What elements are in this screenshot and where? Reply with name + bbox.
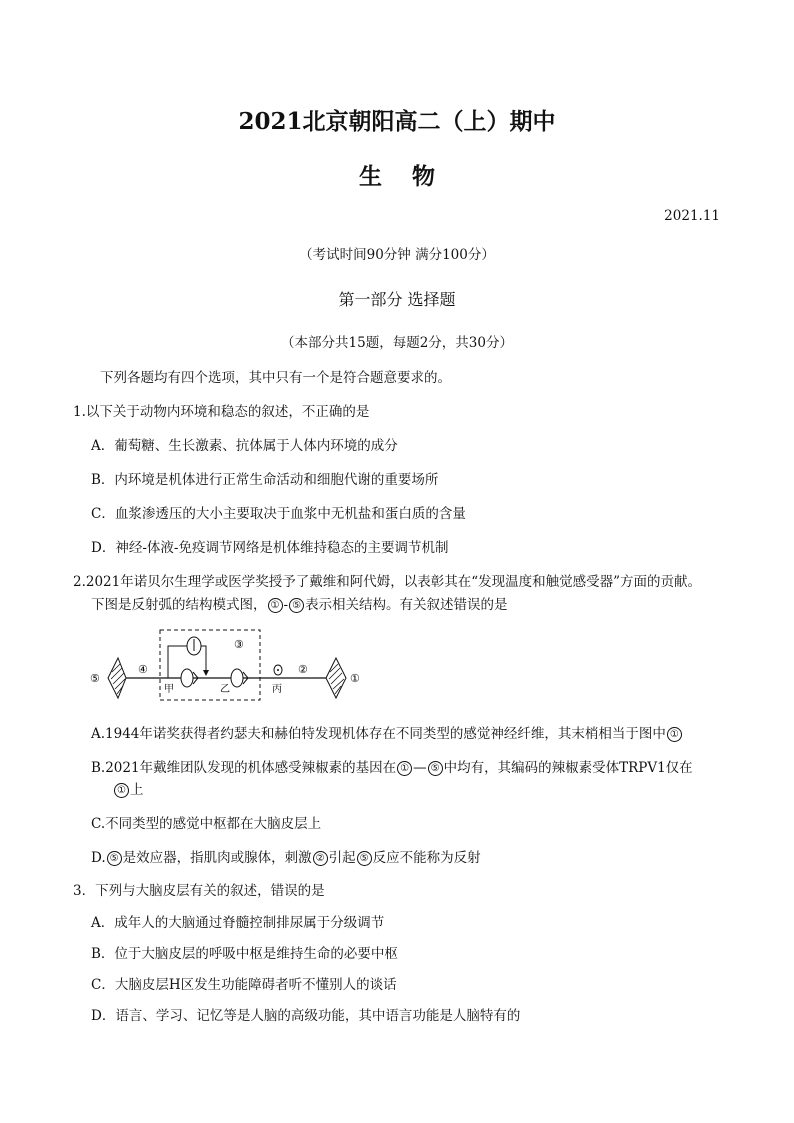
- interneuron-path-right: [200, 646, 206, 672]
- cell-body-yi: [231, 669, 243, 687]
- circled-mark: ⑤: [357, 851, 372, 866]
- label-4: ④: [138, 663, 148, 676]
- circled-mark: ②: [313, 851, 328, 866]
- exam-title: 2021北京朝阳高二（上）期中: [238, 108, 556, 135]
- exam-info: （考试时间90分钟 满分100分）: [299, 247, 495, 263]
- q2-option-b-text-1: B.2021年戴维团队发现的机体感受辣椒素的基因在: [91, 760, 397, 776]
- label-yi: 乙: [220, 684, 230, 695]
- q1-option-b: B．内环境是机体进行正常生命活动和细胞代谢的重要场所: [91, 472, 439, 488]
- q3-option-c: C．大脑皮层H区发生功能障碍者听不懂别人的谈话: [91, 977, 397, 993]
- part-info: （本部分共15题，每题2分，共30分）: [281, 335, 513, 351]
- q2-stem-line2: [91, 593, 508, 613]
- arrowhead: [203, 670, 209, 676]
- q2-option-b-text-3: 上: [130, 782, 144, 798]
- q2-option-a-text: A.1944年诺奖获得者约瑟夫和赫伯特发现机体存在不同类型的感觉神经纤维，其末梢相当于图中: [91, 726, 666, 742]
- label-jia: 甲: [164, 684, 174, 695]
- instruction: 下列各题均有四个选项，其中只有一个是符合题意要求的。: [100, 370, 451, 386]
- part-title: 第一部分 选择题: [338, 290, 456, 309]
- q2-option-d: [91, 846, 481, 866]
- q2-option-d-text-2: 是效应器，指肌肉或腺体，刺激: [122, 850, 312, 866]
- cell-body-jia: [181, 669, 193, 687]
- q2-option-b-dash: —: [413, 760, 427, 776]
- q2-stem-dash: -: [283, 597, 289, 613]
- q2-option-c: C.不同类型的感觉中枢都在大脑皮层上: [91, 816, 322, 832]
- q2-option-d-text-1: D.: [91, 850, 106, 866]
- circled-mark: ①: [397, 761, 412, 776]
- q2-option-d-text-4: 反应不能称为反射: [372, 850, 481, 866]
- q1-stem: 1.以下关于动物内环境和稳态的叙述，不正确的是: [73, 404, 370, 420]
- circled-mark: ⑤: [107, 851, 122, 866]
- q1-option-d: D．神经-体液-免疫调节网络是机体维持稳态的主要调节机制: [91, 540, 449, 556]
- q2-option-b-text-2: 中均有，其编码的辣椒素受体TRPV1仅在: [443, 760, 693, 776]
- q2-option-b-line2: [113, 778, 144, 798]
- q2-stem-line1: 2.2021年诺贝尔生理学或医学奖授予了戴维和阿代姆，以表彰其在“发现温度和触觉感受器”方面的贡献。: [73, 574, 702, 590]
- q2-option-d-text-3: 引起: [328, 850, 356, 866]
- circled-mark: ⑤: [289, 598, 304, 613]
- q1-option-c: C．血浆渗透压的大小主要取决于血浆中无机盐和蛋白质的含量: [91, 506, 466, 522]
- label-bing: 丙: [272, 684, 282, 695]
- spinal-cord-box: [160, 630, 260, 700]
- q3-stem: 3．下列与大脑皮层有关的叙述，错误的是: [73, 883, 325, 899]
- exam-date: 2021.11: [664, 208, 720, 224]
- circled-mark: ①: [268, 598, 283, 613]
- subject-title: 生物: [359, 163, 465, 190]
- q3-option-b: B．位于大脑皮层的呼吸中枢是维持生命的必要中枢: [91, 946, 398, 962]
- reflex-arc-diagram: [88, 626, 378, 706]
- label-3: ③: [234, 638, 244, 651]
- q1-option-a: A．葡萄糖、生长激素、抗体属于人体内环境的成分: [91, 438, 398, 454]
- label-5: ⑤: [90, 672, 100, 685]
- effector-shape: [108, 658, 126, 698]
- label-1: ①: [350, 672, 360, 685]
- q2-stem-text-a: 下图是反射弧的结构模式图，: [91, 597, 267, 613]
- circled-mark: ①: [114, 783, 129, 798]
- q2-option-b-line1: [91, 756, 693, 776]
- circled-mark: ⑤: [428, 761, 443, 776]
- q2-stem-text-b: 表示相关结构。有关叙述错误的是: [305, 597, 508, 613]
- q3-option-a: A．成年人的大脑通过脊髓控制排尿属于分级调节: [91, 915, 385, 931]
- ganglion-dot: [277, 669, 279, 671]
- q3-option-d: D．语言、学习、记忆等是人脑的高级功能，其中语言功能是人脑特有的: [91, 1008, 521, 1024]
- q2-option-a: [91, 722, 683, 742]
- circled-mark: ①: [667, 727, 682, 742]
- label-2: ②: [298, 663, 308, 676]
